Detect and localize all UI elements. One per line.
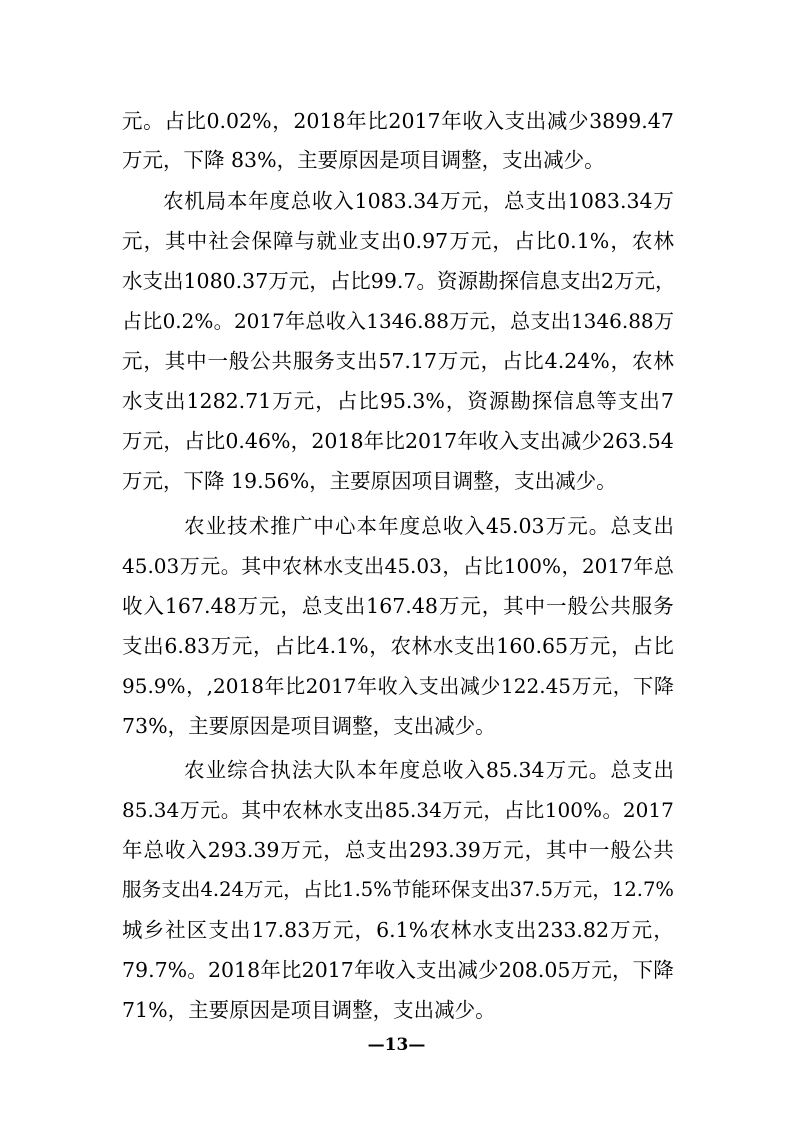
paragraph-2-line-5: 元 ， 其 中 一 般 公 共 服 务 支 出 57.17 万 元 ， 占 比 4.24% ， 农 林: [122, 349, 674, 373]
paragraph-2-line-1: 农 机 局 本 年 度 总 收 入 1083.34 万 元 ， 总 支 出 1083.34 万: [163, 189, 674, 213]
page-number: —13—: [367, 1035, 426, 1055]
paragraph-4-line-5: 城 乡 社 区 支 出 17.83 万 元 ， 6.1% 农 林 水 支 出 233.82 万 元 ，: [122, 918, 674, 942]
paragraph-2-line-3: 水 支 出 1080.37 万 元 ， 占 比 99.7 。 资 源 勘 探 信 息 支 出 2 万 元 ，: [122, 269, 676, 293]
paragraph-1-line-1: 元 。 占 比 0.02% ， 2018 年 比 2017 年 收 入 支 出 减 少 3899.47: [122, 109, 674, 133]
paragraph-4-line-3: 年 总 收 入 293.39 万 元 ， 总 支 出 293.39 万 元 ， 其 中 一 般 公 共: [122, 838, 674, 862]
paragraph-4-line-7: 71%，主要原因是项目调整，支出减少。: [122, 998, 496, 1022]
paragraph-2-line-4: 占 比 0.2% 。 2017 年 总 收 入 1346.88 万 元 ， 总 支 出 1346.88 万: [122, 309, 674, 333]
paragraph-3-line-1: 农 业 技 术 推 广 中 心 本 年 度 总 收 入 45.03 万 元 。 总 支 出: [184, 514, 674, 538]
paragraph-3-line-4: 支 出 6.83 万 元 ， 占 比 4.1% ， 农 林 水 支 出 160.65 万 元 ， 占 比: [122, 634, 674, 658]
paragraph-3-line-3: 收 入 167.48 万 元 ， 总 支 出 167.48 万 元 ， 其 中 一 般 公 共 服 务: [122, 594, 674, 618]
paragraph-3-line-5: 95.9% ， ,2018 年 比 2017 年 收 入 支 出 减 少 122.45 万 元 ， 下 降: [122, 674, 674, 698]
paragraph-1-line-2: 万元，下降 83%，主要原因是项目调整，支出减少。: [122, 148, 605, 172]
paragraph-2-line-2: 元 ， 其 中 社 会 保 障 与 就 业 支 出 0.97 万 元 ， 占 比 0.1% ， 农 林: [122, 229, 674, 253]
paragraph-3-line-6: 73%，主要原因是项目调整，支出减少。: [122, 714, 496, 738]
paragraph-2-line-8: 万元，下降 19.56%，主要原因项目调整，支出减少。: [122, 469, 617, 493]
paragraph-2-line-7: 万 元 ， 占 比 0.46% ， 2018 年 比 2017 年 收 入 支 出 减 少 263.54: [122, 429, 674, 453]
paragraph-4-line-2: 85.34 万 元 。 其 中 农 林 水 支 出 85.34 万 元 ， 占 比 100% 。 2017: [122, 798, 674, 822]
paragraph-4-line-6: 79.7% 。 2018 年 比 2017 年 收 入 支 出 减 少 208.05 万 元 ， 下 降: [122, 958, 674, 982]
paragraph-3-line-2: 45.03 万 元 。 其 中 农 林 水 支 出 45.03 ， 占 比 100% ， 2017 年 总: [122, 554, 674, 578]
paragraph-4-line-1: 农 业 综 合 执 法 大 队 本 年 度 总 收 入 85.34 万 元 。 总 支 出: [184, 758, 674, 782]
paragraph-2-line-6: 水 支 出 1282.71 万 元 ， 占 比 95.3% ， 资 源 勘 探 信 息 等 支 出 7: [122, 389, 674, 413]
paragraph-4-line-4: 服 务 支 出 4.24 万 元 ， 占 比 1.5% 节 能 环 保 支 出 37.5 万 元 ， 12.7%: [122, 878, 674, 901]
